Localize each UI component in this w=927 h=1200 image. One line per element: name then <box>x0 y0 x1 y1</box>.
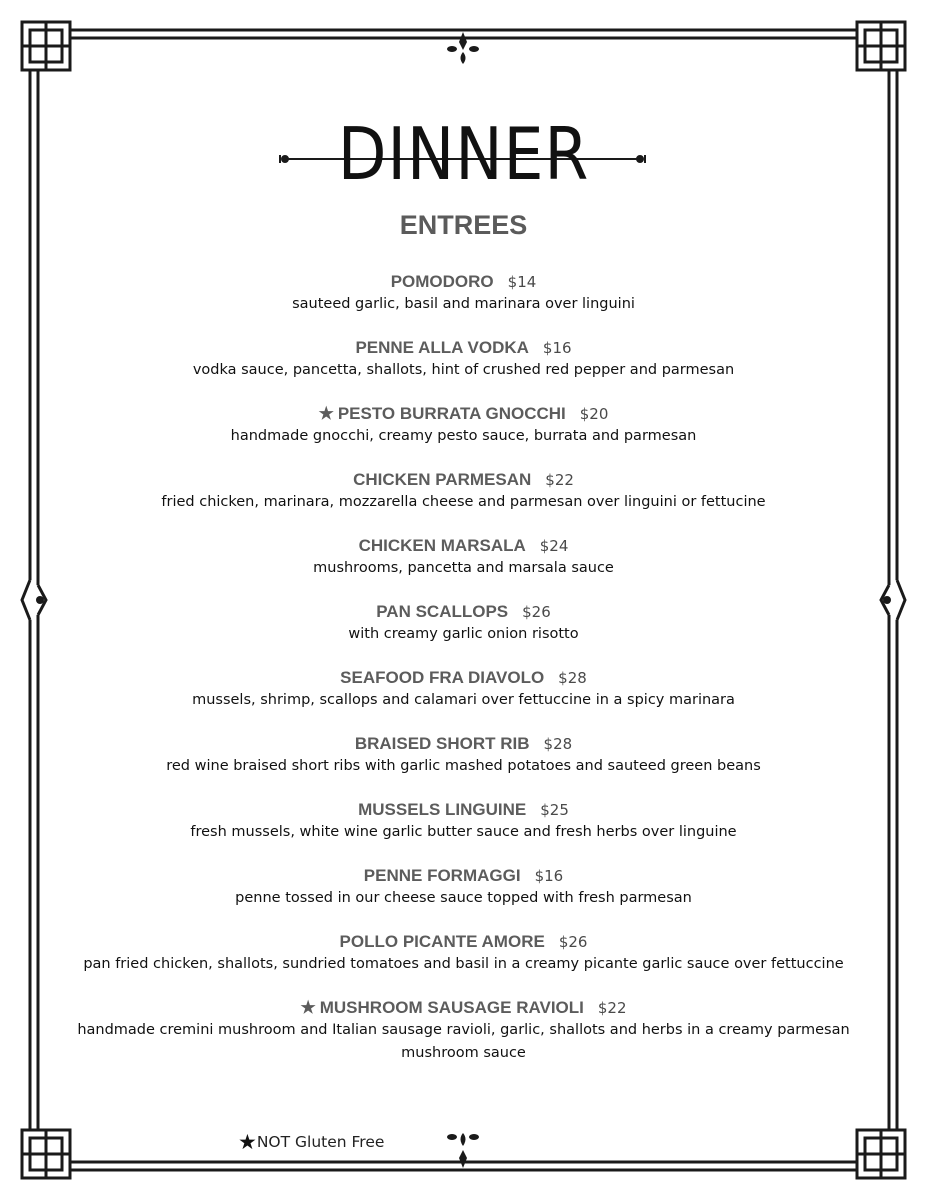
menu-item-description: mussels, shrimp, scallops and calamari over fettuccine in a spicy marinara <box>192 692 735 708</box>
menu-item-price: $22 <box>545 471 574 489</box>
menu-item-header <box>50 865 877 887</box>
menu-item-name: SEAFOOD FRA DIAVOLO <box>340 668 545 687</box>
menu-item-header <box>50 535 877 557</box>
menu-item-description: vodka sauce, pancetta, shallots, hint of crushed red pepper and parmesan <box>192 362 735 378</box>
menu-item-header <box>50 337 877 359</box>
menu-item-description: handmade cremini mushroom and Italian sausage ravioli, garlic, shallots and herbs in a creamy parmesan mushroom sauce <box>77 1022 850 1061</box>
menu-item-name: PENNE FORMAGGI <box>363 866 521 885</box>
menu-item <box>50 667 877 712</box>
menu-item-price: $14 <box>507 273 537 291</box>
legend <box>238 1130 384 1154</box>
menu-item-price: $20 <box>579 405 609 423</box>
menu-item-header <box>50 271 877 293</box>
menu-item-price: $28 <box>543 735 573 753</box>
menu-item-name: CHICKEN PARMESAN <box>353 470 532 489</box>
menu-item-description: with creamy garlic onion risotto <box>348 626 579 642</box>
menu-item-header <box>50 931 877 953</box>
menu-item-price: $28 <box>558 669 587 687</box>
menu-item <box>50 799 877 844</box>
star-icon: ★ <box>318 404 334 423</box>
menu-item-price: $22 <box>597 999 627 1017</box>
menu-item <box>50 733 877 778</box>
menu-item-name: POMODORO <box>390 272 494 291</box>
menu-item <box>50 931 877 976</box>
menu-item-description: red wine braised short ribs with garlic mashed potatoes and sauteed green beans <box>166 758 761 774</box>
menu-item-price: $25 <box>540 801 569 819</box>
menu-item <box>50 469 877 514</box>
menu-item-header <box>50 601 877 623</box>
menu-item-header <box>50 799 877 821</box>
menu-item-header <box>50 469 877 491</box>
menu-item <box>50 403 877 448</box>
menu-item-price: $16 <box>542 339 572 357</box>
menu-item-name: PESTO BURRATA GNOCCHI <box>337 404 566 423</box>
menu-item-description: sauteed garlic, basil and marinara over linguini <box>292 296 635 312</box>
star-icon: ★ <box>300 998 316 1017</box>
menu-item-description: fresh mussels, white wine garlic butter sauce and fresh herbs over linguine <box>190 824 737 840</box>
menu-item-header <box>50 667 877 689</box>
menu-item-name: MUSHROOM SAUSAGE RAVIOLI <box>319 998 584 1017</box>
menu-item <box>50 865 877 910</box>
menu-item-description: penne tossed in our cheese sauce topped with fresh parmesan <box>235 890 692 906</box>
menu-item-price: $26 <box>522 603 551 621</box>
menu-item-price: $24 <box>539 537 569 555</box>
menu-item-name: POLLO PICANTE AMORE <box>339 932 545 951</box>
menu-item-description: fried chicken, marinara, mozzarella cheese and parmesan over linguini or fettucine <box>161 494 766 510</box>
menu-item-header <box>50 997 877 1019</box>
menu-title: DINNER <box>337 112 590 197</box>
section-title: ENTREES <box>399 210 528 240</box>
menu-item-name: BRAISED SHORT RIB <box>354 734 530 753</box>
menu-item <box>50 337 877 382</box>
menu-item-description: handmade gnocchi, creamy pesto sauce, burrata and parmesan <box>230 428 697 444</box>
menu-item-price: $26 <box>558 933 588 951</box>
menu-item <box>50 535 877 580</box>
menu-item-header <box>50 403 877 425</box>
menu-item-name: PENNE ALLA VODKA <box>355 338 529 357</box>
menu-item-description: mushrooms, pancetta and marsala sauce <box>313 560 614 576</box>
legend-text: NOT Gluten Free <box>256 1133 385 1151</box>
menu-item <box>50 271 877 316</box>
menu-item <box>50 601 877 646</box>
menu-item-description: pan fried chicken, shallots, sundried tomatoes and basil in a creamy picante garlic sauce over fettuccine <box>83 956 844 972</box>
star-icon: ★ <box>238 1130 257 1154</box>
menu-item-name: MUSSELS LINGUINE <box>358 800 527 819</box>
menu-item-price: $16 <box>534 867 564 885</box>
menu-item-name: PAN SCALLOPS <box>376 602 509 621</box>
menu-item <box>50 997 877 1065</box>
menu-item-name: CHICKEN MARSALA <box>358 536 526 555</box>
menu-item-header <box>50 733 877 755</box>
